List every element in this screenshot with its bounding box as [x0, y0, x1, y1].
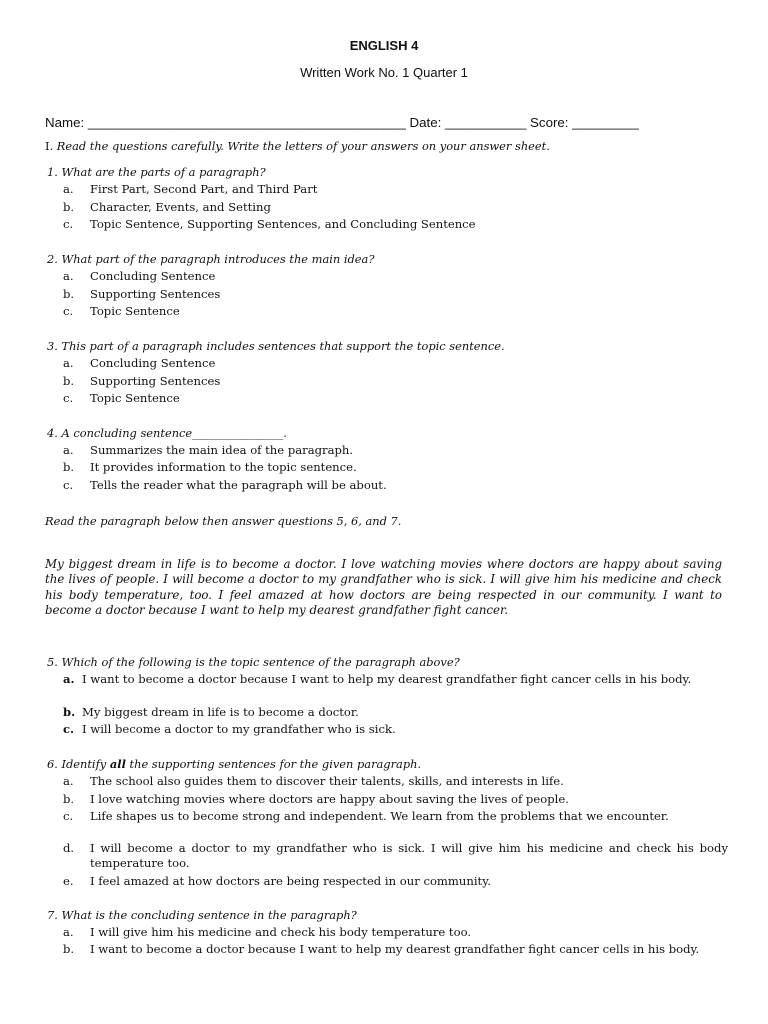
- option-6b: b. I love watching movies where doctors are happy about saving the lives of people.: [63, 792, 569, 806]
- option-7b: b. I want to become a doctor because I want to help my dearest grandfather fight cancer cells in his body.: [63, 942, 700, 956]
- option-5c: c. I will become a doctor to my grandfather who is sick.: [63, 722, 396, 736]
- option-4c: c. Tells the reader what the paragraph will be about.: [63, 478, 387, 492]
- option-1a: a. First Part, Second Part, and Third Part: [63, 182, 318, 196]
- option-2a: a. Concluding Sentence: [63, 269, 216, 283]
- option-5a: a. I want to become a doctor because I want to help my dearest grandfather fight cancer cells in his body.: [63, 672, 692, 686]
- option-6d: d. I will become a doctor to my grandfather who is sick. I will give him his medicine and check his body temperature too.: [63, 841, 728, 870]
- reading-paragraph: My biggest dream in life is to become a doctor. I love watching movies where doctors are happy about saving the lives of people. I will become a doctor to my grandfather who is sick. I will give him his medicine and check his body temperature, too. I feel amazed at how doctors are being respected in our community. I want to become a doctor because I want to help my dearest grandfather fight cancer.: [45, 557, 722, 617]
- option-7a: a. I will give him his medicine and check his body temperature too.: [63, 925, 472, 939]
- question-2: 2. What part of the paragraph introduces the main idea?: [47, 252, 375, 266]
- name-date-score-line: Name: ___________________________________________ Date: ___________ Score: _________: [45, 115, 639, 130]
- instruction: [45, 139, 550, 153]
- option-4a: a. Summarizes the main idea of the paragraph.: [63, 443, 354, 457]
- question-4: 4. A concluding sentence________________.: [47, 426, 287, 440]
- option-1c: c. Topic Sentence, Supporting Sentences, and Concluding Sentence: [63, 217, 476, 231]
- option-2c: c. Topic Sentence: [63, 304, 180, 318]
- question-3: 3. This part of a paragraph includes sentences that support the topic sentence.: [47, 339, 505, 353]
- option-2b: b. Supporting Sentences: [63, 287, 221, 301]
- option-1b: b. Character, Events, and Setting: [63, 200, 271, 214]
- question-1: 1. What are the parts of a paragraph?: [47, 165, 266, 179]
- option-3b: b. Supporting Sentences: [63, 374, 221, 388]
- instruction-text: Read the questions carefully. Write the letters of your answers on your answer sheet.: [56, 139, 550, 153]
- emphasis-all: all: [109, 757, 126, 771]
- option-3c: c. Topic Sentence: [63, 391, 180, 405]
- option-5b: b. My biggest dream in life is to become a doctor.: [63, 705, 359, 719]
- option-6a: a. The school also guides them to discover their talents, skills, and interests in life.: [63, 774, 564, 788]
- page-title: ENGLISH 4: [349, 38, 419, 53]
- reading-prompt: Read the paragraph below then answer questions 5, 6, and 7.: [45, 514, 402, 528]
- option-6c: c. Life shapes us to become strong and independent. We learn from the problems that we encounter.: [63, 809, 669, 823]
- option-4b: b. It provides information to the topic sentence.: [63, 460, 357, 474]
- question-5: 5. Which of the following is the topic sentence of the paragraph above?: [47, 655, 460, 669]
- instruction-number: I.: [45, 139, 57, 153]
- option-3a: a. Concluding Sentence: [63, 356, 216, 370]
- option-6e: e. I feel amazed at how doctors are being respected in our community.: [63, 874, 491, 888]
- question-7: 7. What is the concluding sentence in the paragraph?: [47, 908, 357, 922]
- question-6: 6. Identify all the supporting sentences for the given paragraph.: [47, 757, 422, 771]
- page-subtitle: Written Work No. 1 Quarter 1: [300, 65, 468, 80]
